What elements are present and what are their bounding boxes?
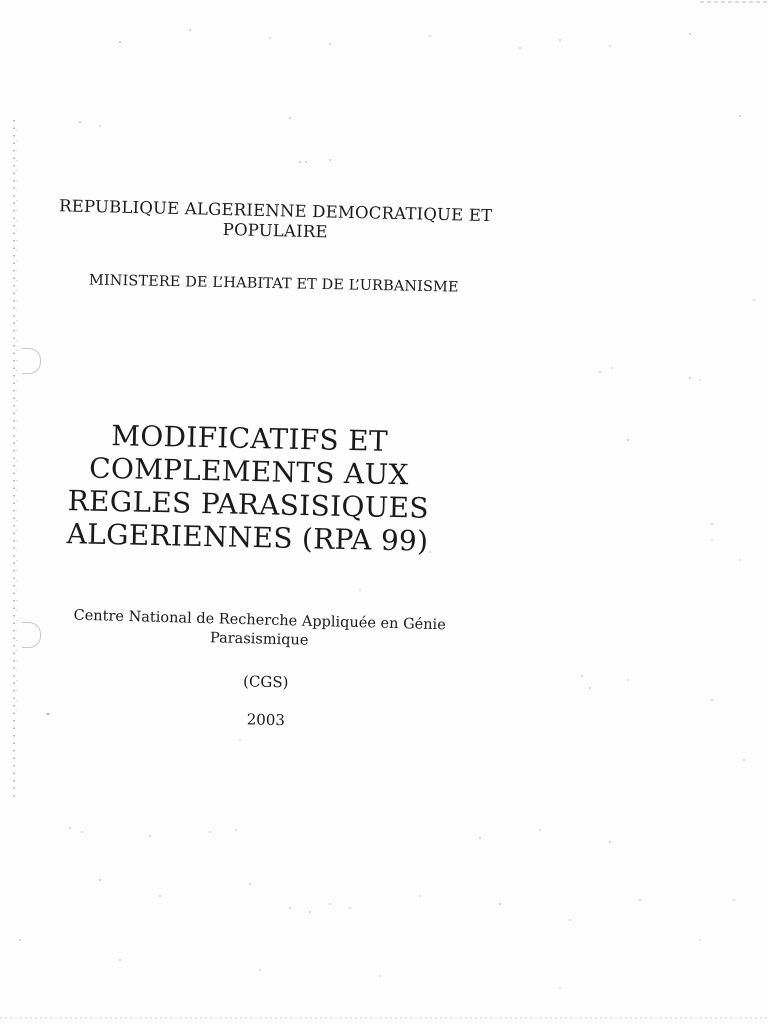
republic-line-2: POPULAIRE xyxy=(222,220,328,242)
publisher-line-2: Parasismique xyxy=(209,630,309,649)
title-line-1: MODIFICATIFS ET xyxy=(110,419,389,458)
publisher-acronym: (CGS) xyxy=(242,672,289,692)
title-line-2: COMPLEMENTS AUX xyxy=(88,451,409,492)
publication-year: 2003 xyxy=(246,710,286,730)
republic-line-1: REPUBLIQUE ALGERIENNE DEMOCRATIQUE ET xyxy=(58,196,493,226)
binding-edge-marks xyxy=(8,120,22,800)
ministry-heading: MINISTERE DE L’HABITAT ET DE L’URBANISME xyxy=(88,272,459,296)
title-line-3: REGLES PARASISIQUES xyxy=(67,484,430,525)
publisher-line-1: Centre National de Recherche Appliquée en Génie xyxy=(73,607,446,634)
document-title xyxy=(57,418,440,558)
title-line-4: ALGERIENNES (RPA 99) xyxy=(66,517,429,558)
